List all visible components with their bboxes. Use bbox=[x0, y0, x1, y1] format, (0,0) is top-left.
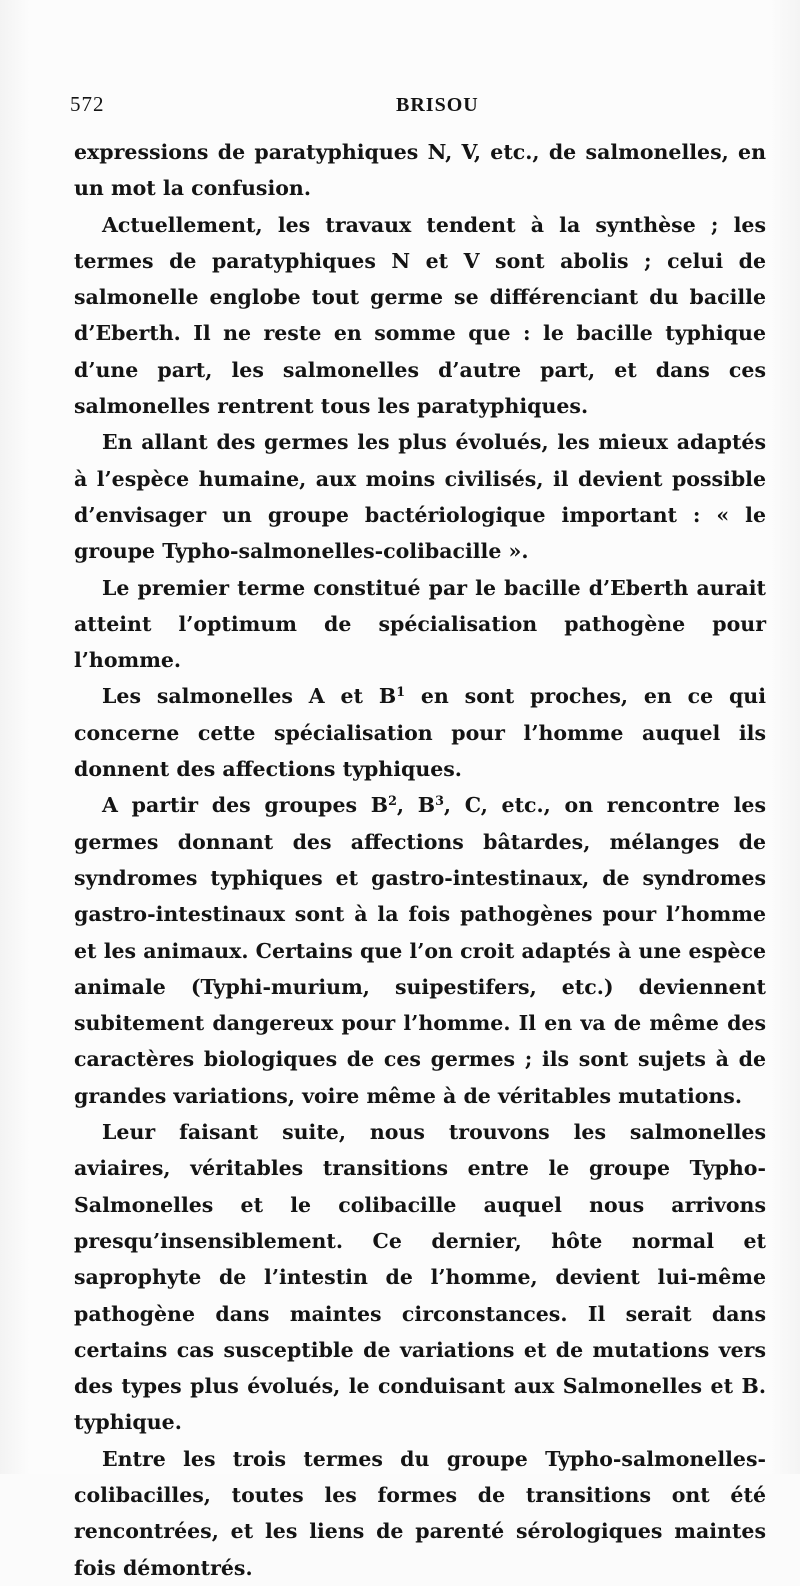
paragraph bbox=[74, 678, 766, 787]
paragraph bbox=[74, 787, 766, 1114]
paragraph-text: A partir des groupes B bbox=[102, 793, 389, 818]
paragraph: Le premier terme constitué par le bacille d’Eberth aurait atteint l’optimum de spécialisation pathogène pour l’homme. bbox=[74, 575, 766, 673]
paragraph-text: , C, etc., on rencontre les germes donnant des affections bâtardes, mélanges de syndromes typhiques et gastro-intestinaux, de syndromes gastro-intestinaux sont à la fois pathogènes pour l’homme et les animaux. Certains que l’on croit adaptés à une espèce animale (Typhi-murium, suipestifers, etc.) deviennent subitement dangereux pour l’homme. Il en va de même des caractères biologiques de ces germes ; ils sont sujets à de grandes variations, voire même à de véritables mutations. bbox=[74, 793, 766, 1108]
superscript: 3 bbox=[435, 793, 444, 809]
running-title: BRISOU bbox=[396, 94, 479, 116]
superscript: 2 bbox=[388, 793, 397, 809]
superscript: 1 bbox=[396, 684, 406, 700]
paragraph-text: , B bbox=[396, 793, 436, 818]
running-head bbox=[70, 92, 730, 122]
paragraph: Entre les trois termes du groupe Typho-salmonelles-colibacilles, toutes les formes de transitions ont été rencontrées, et les liens de parenté sérologiques maintes fois démontrés. bbox=[74, 1446, 766, 1580]
paragraph: Leur faisant suite, nous trouvons les salmonelles aviaires, véritables transitions entre le groupe Typho-Salmonelles et le colibacille auquel nous arrivons presqu’insensiblement. Ce dernier, hôte normal et saprophyte de l’intestin de l’homme, devient lui-même pathogène dans maintes circonstances. Il serait dans certains cas susceptible de variations et de mutations vers des types plus évolués, le conduisant aux Salmonelles et B. typhique. bbox=[74, 1120, 766, 1435]
paragraph: En allant des germes les plus évolués, les mieux adaptés à l’espèce humaine, aux moins civilisés, il devient possible d’envisager un groupe bactériologique important : « le groupe Typho-salmonelles-colibacille ». bbox=[74, 430, 766, 564]
paragraph-continuation: expressions de paratyphiques N, V, etc., de salmonelles, en un mot la confusion. bbox=[74, 140, 766, 201]
paragraph: Actuellement, les travaux tendent à la synthèse ; les termes de paratyphiques N et V sont abolis ; celui de salmonelle englobe tout germe se différenciant du bacille d’Eberth. Il ne reste en somme que : le bacille typhique d’une part, les salmonelles d’autre part, et dans ces salmonelles rentrent tous les paratyphiques. bbox=[74, 212, 766, 419]
body-text bbox=[74, 134, 766, 1586]
paragraph-text: en sont proches, en ce qui concerne cette spécialisation pour l’homme auquel ils donnent des affections typhiques. bbox=[74, 684, 767, 782]
page-number: 572 bbox=[70, 92, 105, 116]
paragraph-text: Les salmonelles A et B bbox=[102, 684, 397, 709]
